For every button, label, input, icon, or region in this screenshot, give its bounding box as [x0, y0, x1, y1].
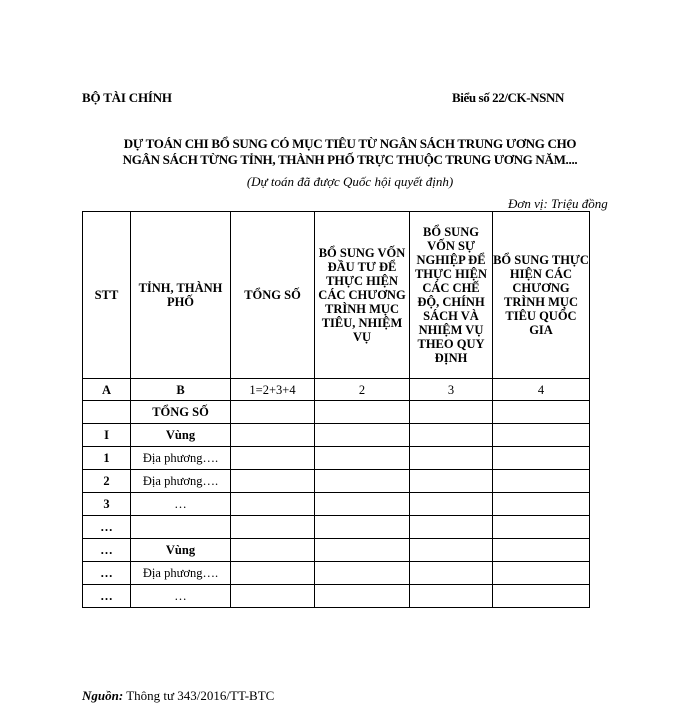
row-stt: … — [83, 539, 131, 562]
table-row — [83, 447, 590, 470]
table-row — [83, 401, 590, 424]
cell-total — [231, 585, 315, 608]
cell-total — [231, 562, 315, 585]
source-note — [82, 688, 274, 704]
column-header-recurrent: BỔ SUNG VỐN SỰ NGHIỆP ĐỂ THỰC HIỆN CÁC CHẾ ĐỘ, CHÍNH SÁCH VÀ NHIỆM VỤ THEO QUY ĐỊNH — [410, 212, 493, 379]
row-name: Vùng — [131, 539, 231, 562]
column-header-province: TỈNH, THÀNH PHỐ — [131, 212, 231, 379]
table-row — [83, 539, 590, 562]
cell-investment — [315, 585, 410, 608]
table-header-row — [83, 212, 590, 379]
cell-total — [231, 447, 315, 470]
cell-programs — [493, 585, 590, 608]
table-row — [83, 424, 590, 447]
form-number: Biểu số 22/CK-NSNN — [452, 90, 564, 105]
cell-recurrent — [410, 424, 493, 447]
column-code-b: B — [131, 379, 231, 401]
column-code-3: 3 — [410, 379, 493, 401]
cell-investment — [315, 493, 410, 516]
cell-investment — [315, 424, 410, 447]
row-name: Địa phương…. — [131, 470, 231, 493]
cell-recurrent — [410, 401, 493, 424]
table-row — [83, 516, 590, 539]
cell-recurrent — [410, 516, 493, 539]
table-row — [83, 493, 590, 516]
cell-total — [231, 401, 315, 424]
cell-investment — [315, 516, 410, 539]
row-stt: I — [83, 424, 131, 447]
row-name: TỔNG SỐ — [131, 401, 231, 424]
row-name — [131, 516, 231, 539]
row-stt — [83, 401, 131, 424]
cell-total — [231, 470, 315, 493]
document-title-line-1: DỰ TOÁN CHI BỔ SUNG CÓ MỤC TIÊU TỪ NGÂN SÁCH TRUNG ƯƠNG CHO — [123, 136, 577, 151]
cell-programs — [493, 493, 590, 516]
column-header-national-programs: BỔ SUNG THỰC HIỆN CÁC CHƯƠNG TRÌNH MỤC TIÊU QUỐC GIA — [493, 212, 590, 379]
source-label: Nguồn: — [82, 688, 124, 703]
cell-programs — [493, 539, 590, 562]
budget-table — [82, 211, 590, 608]
cell-investment — [315, 447, 410, 470]
document-title-line-2: NGÂN SÁCH TỪNG TỈNH, THÀNH PHỐ TRỰC THUỘC TRUNG ƯƠNG NĂM.... — [122, 152, 578, 167]
row-name: … — [131, 493, 231, 516]
cell-recurrent — [410, 470, 493, 493]
column-code-row — [83, 379, 590, 401]
document-subtitle: (Dự toán đã được Quốc hội quyết định) — [246, 174, 454, 189]
table-row — [83, 470, 590, 493]
column-code-a: A — [83, 379, 131, 401]
cell-investment — [315, 539, 410, 562]
cell-investment — [315, 562, 410, 585]
table-row — [83, 562, 590, 585]
cell-total — [231, 493, 315, 516]
cell-recurrent — [410, 539, 493, 562]
column-header-investment: BỔ SUNG VỐN ĐẦU TƯ ĐỂ THỰC HIỆN CÁC CHƯƠNG TRÌNH MỤC TIÊU, NHIỆM VỤ — [315, 212, 410, 379]
column-code-2: 2 — [315, 379, 410, 401]
column-code-4: 4 — [493, 379, 590, 401]
cell-recurrent — [410, 585, 493, 608]
cell-programs — [493, 424, 590, 447]
row-name: Địa phương…. — [131, 562, 231, 585]
cell-total — [231, 424, 315, 447]
row-stt: … — [83, 585, 131, 608]
cell-investment — [315, 401, 410, 424]
row-name: Vùng — [131, 424, 231, 447]
cell-recurrent — [410, 447, 493, 470]
cell-recurrent — [410, 493, 493, 516]
cell-investment — [315, 470, 410, 493]
row-stt: 2 — [83, 470, 131, 493]
cell-total — [231, 539, 315, 562]
cell-programs — [493, 516, 590, 539]
cell-programs — [493, 562, 590, 585]
table-row — [83, 585, 590, 608]
ministry-name: BỘ TÀI CHÍNH — [82, 90, 172, 105]
column-header-stt: STT — [83, 212, 131, 379]
row-name: … — [131, 585, 231, 608]
row-stt: 3 — [83, 493, 131, 516]
cell-programs — [493, 470, 590, 493]
row-name: Địa phương…. — [131, 447, 231, 470]
column-code-1: 1=2+3+4 — [231, 379, 315, 401]
cell-recurrent — [410, 562, 493, 585]
source-text: Thông tư 343/2016/TT-BTC — [126, 688, 275, 703]
cell-programs — [493, 401, 590, 424]
row-stt: … — [83, 516, 131, 539]
row-stt: … — [83, 562, 131, 585]
cell-programs — [493, 447, 590, 470]
row-stt: 1 — [83, 447, 131, 470]
column-header-total: TỔNG SỐ — [231, 212, 315, 379]
cell-total — [231, 516, 315, 539]
unit-label: Đơn vị: Triệu đồng — [508, 196, 608, 211]
